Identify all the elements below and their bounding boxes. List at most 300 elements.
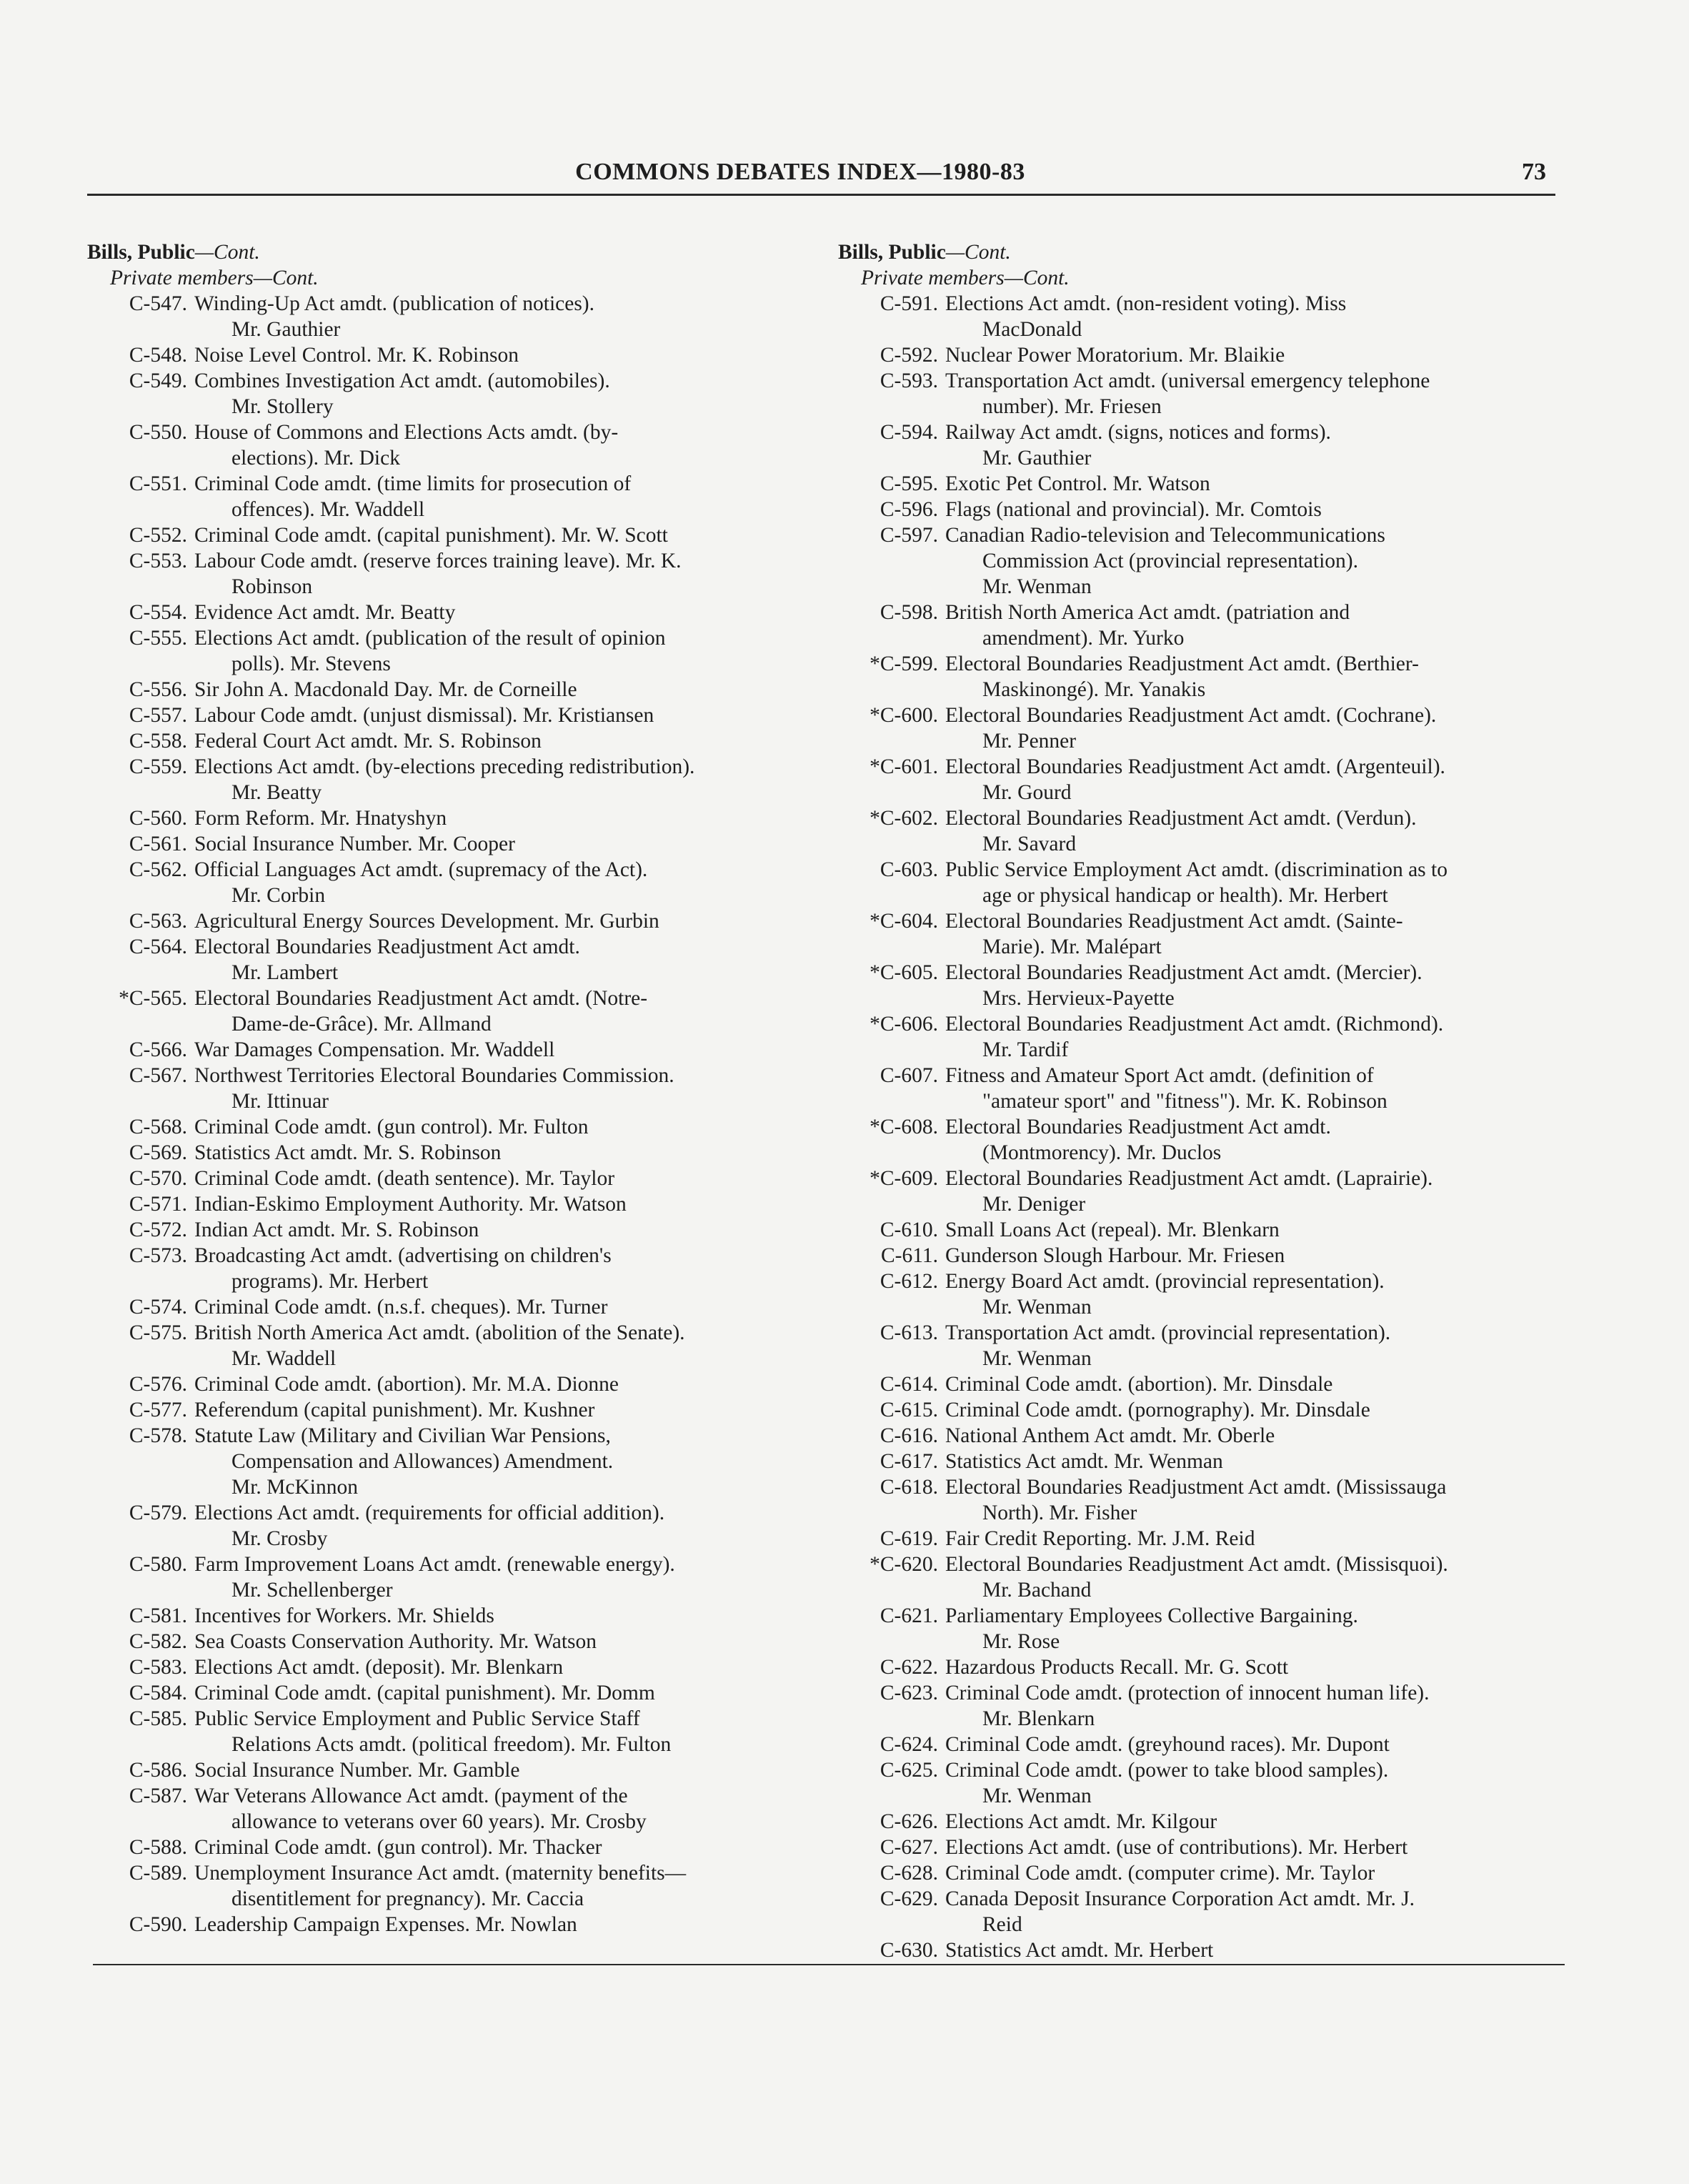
bill-number: C-553. — [129, 550, 187, 572]
bill-entry — [838, 1809, 1560, 1835]
bill-title: Labour Code amdt. (unjust dismissal). Mr. Kristiansen — [194, 704, 654, 727]
bill-title: Combines Investigation Act amdt. (automobiles). — [194, 369, 610, 392]
bill-title: Transportation Act amdt. (universal emergency telephone — [945, 369, 1430, 392]
bill-entry — [87, 368, 809, 420]
bill-continuation: elections). Mr. Dick — [231, 447, 400, 470]
bill-title: House of Commons and Elections Acts amdt. (by- — [194, 421, 619, 444]
bill-number: C-625. — [880, 1759, 938, 1782]
bill-entry — [87, 1552, 809, 1603]
bill-continuation: Mr. Ittinuar — [231, 1090, 329, 1113]
bill-title: Statistics Act amdt. Mr. Herbert — [945, 1939, 1214, 1962]
bill-title: Statute Law (Military and Civilian War Pensions, — [194, 1424, 611, 1447]
bill-title: Canada Deposit Insurance Corporation Act amdt. Mr. J. — [945, 1887, 1415, 1910]
bill-title: Electoral Boundaries Readjustment Act amdt. — [194, 935, 580, 958]
bill-entry — [838, 1269, 1560, 1320]
bill-number: *C-565. — [119, 987, 187, 1010]
bill-continuation: Mr. Gauthier — [982, 447, 1092, 470]
bill-continuation: Mr. Deniger — [982, 1193, 1086, 1216]
bill-number: C-603. — [880, 858, 938, 881]
bill-entry — [87, 1191, 809, 1217]
bill-number: C-558. — [129, 730, 187, 753]
subsection-heading: Private members—Cont. — [110, 267, 319, 289]
bill-entry — [87, 1783, 809, 1835]
bill-title: Social Insurance Number. Mr. Cooper — [194, 833, 515, 855]
bill-entry — [838, 1937, 1560, 1963]
bill-number: C-571. — [129, 1193, 187, 1216]
bill-entry — [87, 728, 809, 754]
bill-number: C-593. — [880, 369, 938, 392]
bill-entry — [87, 1140, 809, 1166]
bill-entry — [87, 831, 809, 857]
bill-entry — [838, 1449, 1560, 1474]
bill-title: Criminal Code amdt. (capital punishment). Mr. Domm — [194, 1682, 655, 1704]
bill-entry — [87, 1063, 809, 1114]
bill-number: C-585. — [129, 1707, 187, 1730]
bill-title: Labour Code amdt. (reserve forces training leave). Mr. K. — [194, 550, 682, 572]
bill-entry — [87, 1371, 809, 1397]
bill-continuation: Mr. McKinnon — [231, 1476, 358, 1499]
bill-number: C-607. — [880, 1064, 938, 1087]
page-header-title: COMMONS DEBATES INDEX—1980-83 — [575, 159, 1025, 185]
bill-number: C-617. — [880, 1450, 938, 1473]
bill-title: Parliamentary Employees Collective Bargaining. — [945, 1604, 1358, 1627]
bill-entry — [87, 1423, 809, 1500]
bill-continuation: Mr. Lambert — [231, 961, 339, 984]
bill-title: Referendum (capital punishment). Mr. Kushner — [194, 1399, 595, 1421]
bill-entry — [838, 1526, 1560, 1552]
bill-entry — [87, 986, 809, 1037]
bill-continuation: Mr. Crosby — [231, 1527, 328, 1550]
bill-number: C-577. — [129, 1399, 187, 1421]
bill-title: Electoral Boundaries Readjustment Act amdt. (Missisquoi). — [945, 1553, 1448, 1576]
bill-title: War Veterans Allowance Act amdt. (payment of the — [194, 1785, 628, 1807]
bill-number: C-621. — [880, 1604, 938, 1627]
bill-title: Criminal Code amdt. (gun control). Mr. Thacker — [194, 1836, 602, 1859]
bill-number: C-569. — [129, 1141, 187, 1164]
bill-entry — [838, 1397, 1560, 1423]
bill-entry — [838, 1603, 1560, 1654]
bill-number: *C-605. — [870, 961, 938, 984]
bill-entry — [87, 1500, 809, 1552]
bill-continuation: Reid — [982, 1913, 1022, 1936]
bill-number: C-574. — [129, 1296, 187, 1319]
bill-title: Criminal Code amdt. (death sentence). Mr. Taylor — [194, 1167, 615, 1190]
bill-continuation: Mr. Beatty — [231, 781, 322, 804]
bill-entry — [838, 754, 1560, 805]
bill-title: Northwest Territories Electoral Boundaries Commission. — [194, 1064, 674, 1087]
bill-number: *C-620. — [870, 1553, 938, 1576]
bill-number: C-556. — [129, 678, 187, 701]
bill-number: C-560. — [129, 807, 187, 830]
bill-number: *C-601. — [870, 755, 938, 778]
bill-number: C-595. — [880, 472, 938, 495]
bill-number: C-623. — [880, 1682, 938, 1704]
bill-number: C-570. — [129, 1167, 187, 1190]
bill-continuation: Mr. Stollery — [231, 395, 334, 418]
bill-entry — [838, 805, 1560, 857]
bill-number: C-610. — [880, 1218, 938, 1241]
bill-entry — [838, 291, 1560, 342]
bill-number: C-626. — [880, 1810, 938, 1833]
bill-title: Criminal Code amdt. (protection of innocent human life). — [945, 1682, 1430, 1704]
bill-entry — [838, 1114, 1560, 1166]
bill-title: Sir John A. Macdonald Day. Mr. de Corneille — [194, 678, 577, 701]
bill-title: Electoral Boundaries Readjustment Act amdt. — [945, 1116, 1331, 1138]
bill-entry — [838, 1732, 1560, 1757]
bill-title: Elections Act amdt. (deposit). Mr. Blenkarn — [194, 1656, 564, 1679]
bill-continuation: Mr. Savard — [982, 833, 1077, 855]
bill-title: Agricultural Energy Sources Development. Mr. Gurbin — [194, 910, 659, 933]
bill-number: C-619. — [880, 1527, 938, 1550]
bill-continuation: Mr. Rose — [982, 1630, 1060, 1653]
section-heading-cont: —Cont. — [945, 241, 1011, 264]
bill-entry — [87, 1912, 809, 1937]
bill-entry — [87, 703, 809, 728]
bill-number: C-627. — [880, 1836, 938, 1859]
bill-continuation: Robinson — [231, 575, 313, 598]
bill-entry — [838, 1243, 1560, 1269]
bill-entry — [838, 368, 1560, 420]
bill-number: C-559. — [129, 755, 187, 778]
bill-entry — [838, 471, 1560, 497]
bill-entry — [838, 651, 1560, 703]
bill-title: Form Reform. Mr. Hnatyshyn — [194, 807, 447, 830]
bill-number: C-554. — [129, 601, 187, 624]
bill-continuation: Mr. Wenman — [982, 1347, 1092, 1370]
bill-continuation: Relations Acts amdt. (political freedom). Mr. Fulton — [231, 1733, 672, 1756]
bill-continuation: Maskinongé). Mr. Yanakis — [982, 678, 1206, 701]
bill-entry — [838, 703, 1560, 754]
bill-title: National Anthem Act amdt. Mr. Oberle — [945, 1424, 1275, 1447]
bill-title: Elections Act amdt. (non-resident voting). Miss — [945, 292, 1347, 315]
section-heading — [838, 239, 1560, 265]
bill-entry — [87, 1037, 809, 1063]
bill-entry — [87, 1114, 809, 1140]
entry-list — [87, 291, 809, 1937]
bill-entry — [838, 1886, 1560, 1937]
bill-entry — [87, 1217, 809, 1243]
bill-entry — [87, 625, 809, 677]
bill-number: C-549. — [129, 369, 187, 392]
bill-entry — [838, 342, 1560, 368]
bill-title: Electoral Boundaries Readjustment Act amdt. (Richmond). — [945, 1013, 1444, 1036]
bill-number: C-624. — [880, 1733, 938, 1756]
bill-number: C-584. — [129, 1682, 187, 1704]
bill-title: Criminal Code amdt. (n.s.f. cheques). Mr. Turner — [194, 1296, 608, 1319]
bill-number: C-614. — [880, 1373, 938, 1396]
bill-continuation: Mr. Wenman — [982, 1296, 1092, 1319]
bill-number: C-615. — [880, 1399, 938, 1421]
bill-entry — [87, 522, 809, 548]
bill-entry — [87, 1629, 809, 1654]
bill-number: C-616. — [880, 1424, 938, 1447]
bill-title: Small Loans Act (repeal). Mr. Blenkarn — [945, 1218, 1280, 1241]
bill-title: Official Languages Act amdt. (supremacy of the Act). — [194, 858, 648, 881]
bill-title: Elections Act amdt. (requirements for official addition). — [194, 1502, 665, 1524]
bill-title: Sea Coasts Conservation Authority. Mr. Watson — [194, 1630, 597, 1653]
bill-title: Transportation Act amdt. (provincial representation). — [945, 1321, 1391, 1344]
bill-entry — [87, 1603, 809, 1629]
section-heading — [87, 239, 809, 265]
bill-title: Elections Act amdt. (use of contributions). Mr. Herbert — [945, 1836, 1408, 1859]
bill-number: C-628. — [880, 1862, 938, 1885]
page-number: 73 — [1522, 159, 1546, 185]
bill-number: C-580. — [129, 1553, 187, 1576]
bill-title: Statistics Act amdt. Mr. S. Robinson — [194, 1141, 502, 1164]
bill-number: *C-608. — [870, 1116, 938, 1138]
bill-number: C-611. — [880, 1244, 938, 1267]
bill-number: C-552. — [129, 524, 187, 547]
bill-number: C-581. — [129, 1604, 187, 1627]
bill-entry — [87, 754, 809, 805]
bill-title: Social Insurance Number. Mr. Gamble — [194, 1759, 520, 1782]
bill-number: C-573. — [129, 1244, 187, 1267]
bill-number: C-568. — [129, 1116, 187, 1138]
bill-number: C-612. — [880, 1270, 938, 1293]
bill-title: Federal Court Act amdt. Mr. S. Robinson — [194, 730, 542, 753]
bill-entry — [87, 1397, 809, 1423]
bill-title: Electoral Boundaries Readjustment Act amdt. (Sainte- — [945, 910, 1403, 933]
bill-continuation: Mr. Bachand — [982, 1579, 1092, 1602]
bill-number: C-572. — [129, 1218, 187, 1241]
bill-continuation: Mr. Gauthier — [231, 318, 341, 341]
bill-entry — [838, 1063, 1560, 1114]
bill-continuation: number). Mr. Friesen — [982, 395, 1162, 418]
bill-title: Electoral Boundaries Readjustment Act amdt. (Verdun). — [945, 807, 1417, 830]
bill-entry — [838, 420, 1560, 471]
bill-continuation: Mr. Blenkarn — [982, 1707, 1095, 1730]
bill-number: C-561. — [129, 833, 187, 855]
bill-title: Railway Act amdt. (signs, notices and forms). — [945, 421, 1331, 444]
bill-number: *C-604. — [870, 910, 938, 933]
bill-title: Criminal Code amdt. (time limits for prosecution of — [194, 472, 632, 495]
bill-number: C-598. — [880, 601, 938, 624]
bill-continuation: polls). Mr. Stevens — [231, 652, 391, 675]
bill-number: C-622. — [880, 1656, 938, 1679]
bill-title: Criminal Code amdt. (power to take blood samples). — [945, 1759, 1389, 1782]
bill-continuation: Mr. Penner — [982, 730, 1077, 753]
bill-continuation: Mr. Schellenberger — [231, 1579, 393, 1602]
bill-title: Leadership Campaign Expenses. Mr. Nowlan — [194, 1913, 577, 1936]
bill-title: Elections Act amdt. (by-elections preceding redistribution). — [194, 755, 695, 778]
bill-continuation: Mr. Wenman — [982, 1785, 1092, 1807]
section-heading-text: Bills, Public — [87, 241, 195, 264]
bill-title: Incentives for Workers. Mr. Shields — [194, 1604, 494, 1627]
bill-entry — [838, 1552, 1560, 1603]
bill-number: *C-600. — [870, 704, 938, 727]
bill-entry — [838, 1757, 1560, 1809]
bill-continuation: Mr. Corbin — [231, 884, 326, 907]
bill-number: C-562. — [129, 858, 187, 881]
bill-title: Electoral Boundaries Readjustment Act amdt. (Mississauga — [945, 1476, 1447, 1499]
bill-number: *C-599. — [870, 652, 938, 675]
bill-entry — [838, 908, 1560, 960]
bill-entry — [838, 857, 1560, 908]
bill-title: Exotic Pet Control. Mr. Watson — [945, 472, 1210, 495]
bill-continuation: (Montmorency). Mr. Duclos — [982, 1141, 1222, 1164]
bill-entry — [838, 600, 1560, 651]
bill-number: C-582. — [129, 1630, 187, 1653]
bill-continuation: Dame-de-Grâce). Mr. Allmand — [231, 1013, 492, 1036]
bill-entry — [87, 1243, 809, 1294]
bill-entry — [87, 342, 809, 368]
bill-entry — [838, 1320, 1560, 1371]
bill-continuation: Mr. Gourd — [982, 781, 1072, 804]
bill-title: Electoral Boundaries Readjustment Act amdt. (Notre- — [194, 987, 648, 1010]
bill-continuation: Mrs. Hervieux-Payette — [982, 987, 1175, 1010]
bill-title: Fitness and Amateur Sport Act amdt. (definition of — [945, 1064, 1374, 1087]
bill-continuation: programs). Mr. Herbert — [231, 1270, 429, 1293]
bill-title: Elections Act amdt. Mr. Kilgour — [945, 1810, 1217, 1833]
header-rule — [87, 194, 1555, 196]
bill-title: Canadian Radio-television and Telecommunications — [945, 524, 1385, 547]
bill-number: C-578. — [129, 1424, 187, 1447]
bill-title: Criminal Code amdt. (abortion). Mr. M.A. Dionne — [194, 1373, 619, 1396]
bill-title: Broadcasting Act amdt. (advertising on children's — [194, 1244, 612, 1267]
bill-entry — [87, 1860, 809, 1912]
bill-number: C-550. — [129, 421, 187, 444]
bill-entry — [87, 857, 809, 908]
bill-title: Criminal Code amdt. (greyhound races). Mr. Dupont — [945, 1733, 1390, 1756]
bill-title: Noise Level Control. Mr. K. Robinson — [194, 344, 519, 367]
bill-entry — [87, 600, 809, 625]
bill-title: Criminal Code amdt. (computer crime). Mr. Taylor — [945, 1862, 1375, 1885]
bill-title: Fair Credit Reporting. Mr. J.M. Reid — [945, 1527, 1255, 1550]
bill-title: Criminal Code amdt. (abortion). Mr. Dinsdale — [945, 1373, 1333, 1396]
bill-entry — [87, 420, 809, 471]
bill-entry — [87, 1835, 809, 1860]
bill-entry — [87, 1706, 809, 1757]
bill-entry — [838, 1680, 1560, 1732]
bill-title: Energy Board Act amdt. (provincial representation). — [945, 1270, 1385, 1293]
entry-list — [838, 291, 1560, 1963]
bill-number: C-548. — [129, 344, 187, 367]
bill-number: C-618. — [880, 1476, 938, 1499]
bill-continuation: MacDonald — [982, 318, 1082, 341]
left-column — [87, 239, 809, 1937]
bill-entry — [838, 1860, 1560, 1886]
bill-title: Hazardous Products Recall. Mr. G. Scott — [945, 1656, 1289, 1679]
bill-entry — [838, 960, 1560, 1011]
bill-title: Farm Improvement Loans Act amdt. (renewable energy). — [194, 1553, 675, 1576]
bill-continuation: Mr. Tardif — [982, 1038, 1069, 1061]
bill-title: Flags (national and provincial). Mr. Comtois — [945, 498, 1322, 521]
bill-title: Indian Act amdt. Mr. S. Robinson — [194, 1218, 479, 1241]
bill-title: Public Service Employment Act amdt. (discrimination as to — [945, 858, 1448, 881]
bill-continuation: Compensation and Allowances) Amendment. — [231, 1450, 614, 1473]
bill-number: C-547. — [129, 292, 187, 315]
bill-entry — [87, 548, 809, 600]
bill-entry — [838, 1654, 1560, 1680]
bill-title: Electoral Boundaries Readjustment Act amdt. (Cochrane). — [945, 704, 1437, 727]
bill-title: Electoral Boundaries Readjustment Act amdt. (Laprairie). — [945, 1167, 1433, 1190]
bill-number: C-591. — [880, 292, 938, 315]
bill-title: Electoral Boundaries Readjustment Act amdt. (Mercier). — [945, 961, 1423, 984]
bill-title: British North America Act amdt. (abolition of the Senate). — [194, 1321, 685, 1344]
bill-entry — [87, 1166, 809, 1191]
bill-entry — [838, 1166, 1560, 1217]
bill-number: C-579. — [129, 1502, 187, 1524]
section-heading-text: Bills, Public — [838, 241, 946, 264]
bill-number: C-564. — [129, 935, 187, 958]
bill-entry — [87, 908, 809, 934]
subsection-heading: Private members—Cont. — [861, 267, 1070, 289]
bill-title: War Damages Compensation. Mr. Waddell — [194, 1038, 555, 1061]
bill-entry — [87, 1294, 809, 1320]
footer-rule — [93, 1964, 1565, 1965]
bill-number: C-576. — [129, 1373, 187, 1396]
bill-number: C-575. — [129, 1321, 187, 1344]
bill-entry — [87, 1757, 809, 1783]
bill-entry — [87, 934, 809, 986]
bill-title: Statistics Act amdt. Mr. Wenman — [945, 1450, 1223, 1473]
bill-entry — [838, 1423, 1560, 1449]
bill-continuation: "amateur sport" and "fitness"). Mr. K. Robinson — [982, 1090, 1387, 1113]
bill-entry — [87, 805, 809, 831]
bill-number: *C-609. — [870, 1167, 938, 1190]
bill-number: C-555. — [129, 627, 187, 650]
bill-number: C-588. — [129, 1836, 187, 1859]
bill-title: Electoral Boundaries Readjustment Act amdt. (Berthier- — [945, 652, 1419, 675]
bill-title: Criminal Code amdt. (capital punishment). Mr. W. Scott — [194, 524, 668, 547]
bill-number: *C-602. — [870, 807, 938, 830]
bill-continuation: Mr. Waddell — [231, 1347, 337, 1370]
bill-entry — [87, 677, 809, 703]
bill-number: C-597. — [880, 524, 938, 547]
bill-number: C-583. — [129, 1656, 187, 1679]
bill-number: C-590. — [129, 1913, 187, 1936]
bill-continuation: offences). Mr. Waddell — [231, 498, 425, 521]
bill-title: Criminal Code amdt. (pornography). Mr. Dinsdale — [945, 1399, 1370, 1421]
bill-number: *C-606. — [870, 1013, 938, 1036]
bill-number: C-589. — [129, 1862, 187, 1885]
bill-title: Indian-Eskimo Employment Authority. Mr. Watson — [194, 1193, 627, 1216]
bill-entry — [87, 471, 809, 522]
bill-continuation: amendment). Mr. Yurko — [982, 627, 1185, 650]
bill-entry — [838, 1011, 1560, 1063]
bill-entry — [838, 522, 1560, 600]
bill-title: Electoral Boundaries Readjustment Act amdt. (Argenteuil). — [945, 755, 1445, 778]
bill-title: Unemployment Insurance Act amdt. (maternity benefits— — [194, 1862, 687, 1885]
bill-title: British North America Act amdt. (patriation and — [945, 601, 1350, 624]
bill-continuation: Marie). Mr. Malépart — [982, 935, 1162, 958]
bill-continuation: allowance to veterans over 60 years). Mr. Crosby — [231, 1810, 647, 1833]
bill-number: C-630. — [880, 1939, 938, 1962]
bill-entry — [87, 1654, 809, 1680]
bill-number: C-613. — [880, 1321, 938, 1344]
bill-continuation: disentitlement for pregnancy). Mr. Caccia — [231, 1887, 584, 1910]
bill-entry — [838, 1474, 1560, 1526]
bill-number: C-629. — [880, 1887, 938, 1910]
bill-continuation: Mr. Wenman — [982, 575, 1092, 598]
bill-entry — [87, 1680, 809, 1706]
bill-title: Winding-Up Act amdt. (publication of notices). — [194, 292, 595, 315]
bill-entry — [838, 1217, 1560, 1243]
bill-entry — [838, 1371, 1560, 1397]
bill-continuation: Commission Act (provincial representation). — [982, 550, 1358, 572]
bill-number: C-592. — [880, 344, 938, 367]
bill-entry — [87, 291, 809, 342]
section-heading-cont: —Cont. — [194, 241, 260, 264]
bill-number: C-586. — [129, 1759, 187, 1782]
bill-number: C-596. — [880, 498, 938, 521]
bill-number: C-566. — [129, 1038, 187, 1061]
bill-title: Elections Act amdt. (publication of the result of opinion — [194, 627, 666, 650]
bill-entry — [838, 497, 1560, 522]
bill-number: C-557. — [129, 704, 187, 727]
bill-entry — [838, 1835, 1560, 1860]
bill-continuation: age or physical handicap or health). Mr. Herbert — [982, 884, 1388, 907]
